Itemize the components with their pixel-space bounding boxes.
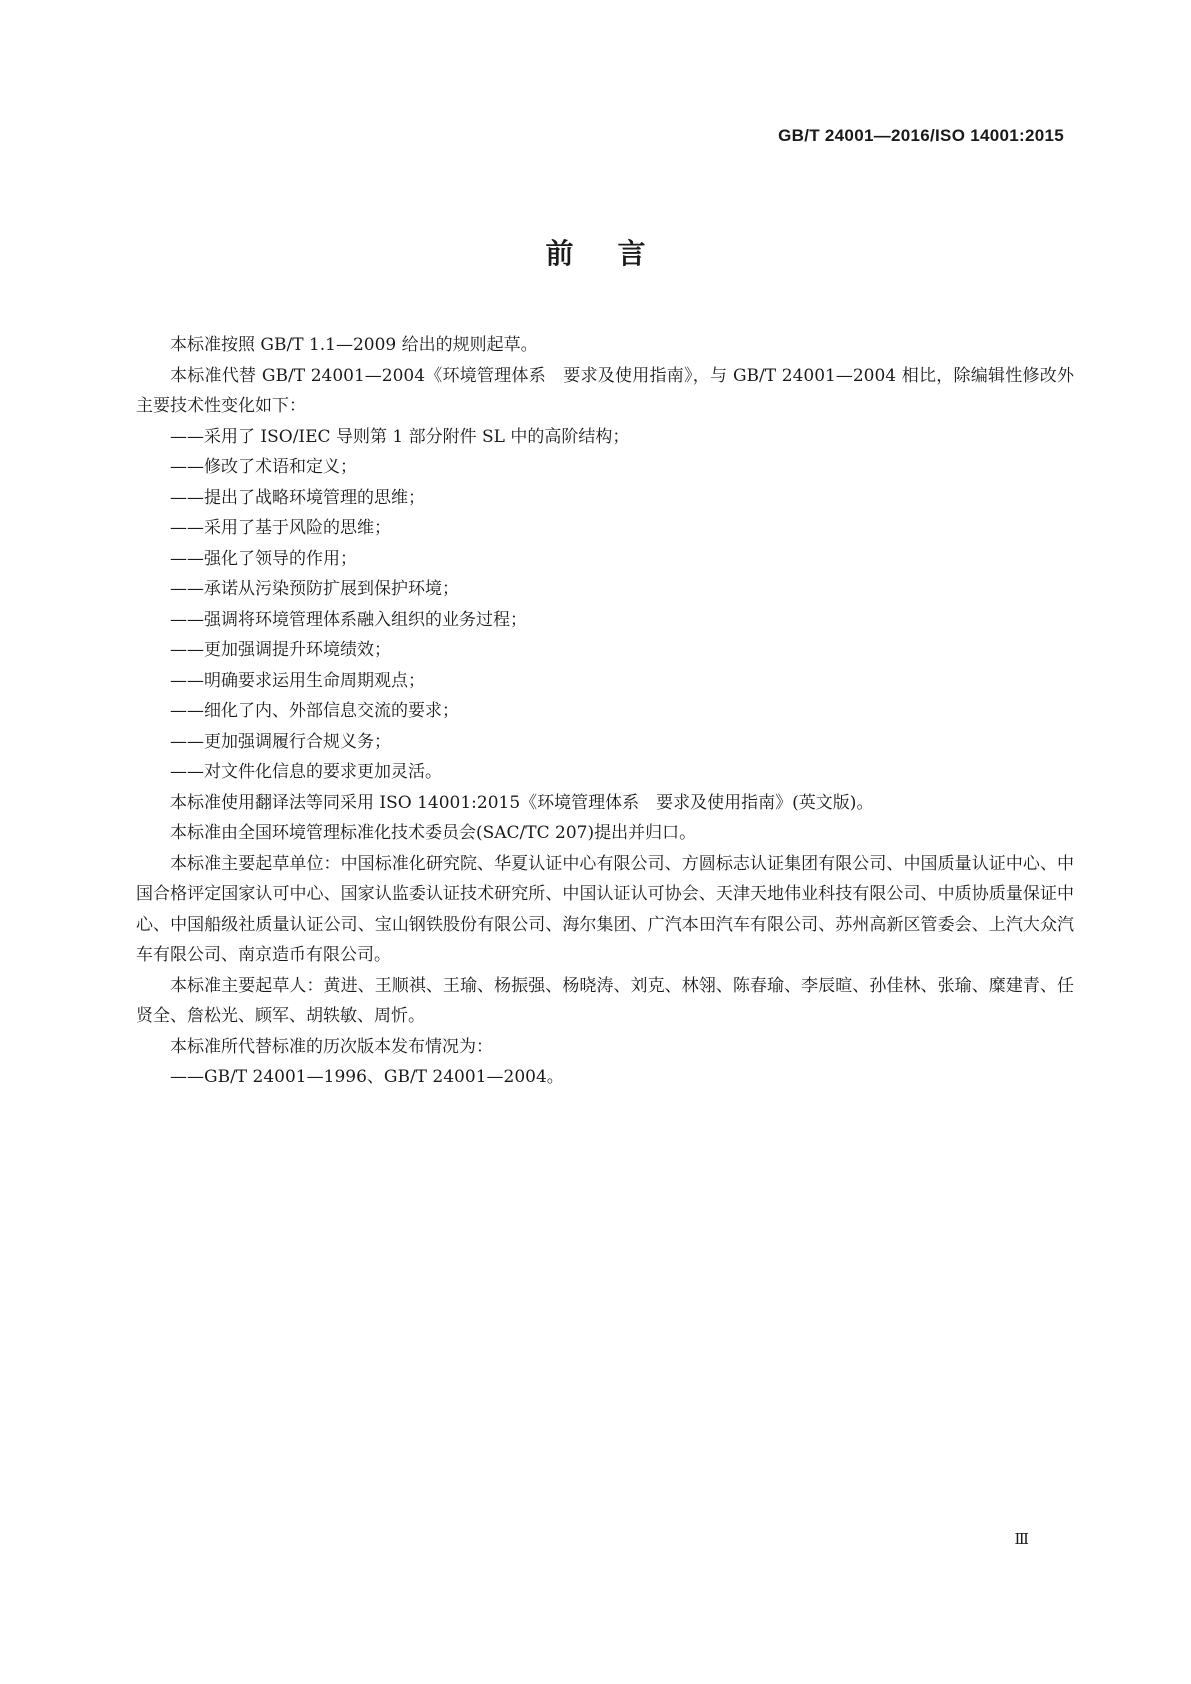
list-item: ——提出了战略环境管理的思维； [170, 487, 425, 508]
list-item: ——采用了基于风险的思维； [170, 518, 391, 538]
list-item: ——更加强调提升环境绩效； [170, 640, 391, 660]
page-number: Ⅲ [1014, 1530, 1029, 1548]
list-item: ——采用了 ISO/IEC 导则第 1 部分附件 SL 中的高阶结构； [170, 426, 630, 447]
list-item: ——强调将环境管理体系融入组织的业务过程； [170, 609, 527, 630]
list-item: ——明确要求运用生命周期观点； [170, 670, 425, 691]
list-item: ——修改了术语和定义； [170, 457, 357, 477]
list-item: ——强化了领导的作用； [170, 548, 357, 569]
list-item: ——承诺从污染预防扩展到保护环境； [170, 579, 459, 599]
paragraph-previous-editions: 本标准所代替标准的历次版本发布情况为： [170, 1036, 493, 1057]
list-item: ——细化了内、外部信息交流的要求； [170, 701, 459, 721]
paragraph-adoption: 本标准使用翻译法等同采用 ISO 14001:2015《环境管理体系 要求及使用指南》(英文版)。 [170, 792, 874, 813]
paragraph-drafters: 本标准主要起草人：黄进、王顺祺、王瑜、杨振强、杨晓涛、刘克、林翎、陈春瑜、李辰暄、孙佳林、张瑜、糜建青、任贤全、詹松光、顾军、胡轶敏、周忻。 [136, 975, 1074, 1026]
paragraph-drafting-rules: 本标准按照 GB/T 1.1—2009 给出的规则起草。 [170, 335, 538, 355]
paragraph-proposer: 本标准由全国环境管理标准化技术委员会(SAC/TC 207)提出并归口。 [170, 823, 697, 843]
list-item: ——GB/T 24001—1996、GB/T 24001—2004。 [170, 1067, 564, 1087]
list-item: ——对文件化信息的要求更加灵活。 [170, 762, 442, 782]
standard-number: GB/T 24001—2016/ISO 14001:2015 [778, 126, 1064, 145]
paragraph-drafting-units: 本标准主要起草单位：中国标准化研究院、华夏认证中心有限公司、方圆标志认证集团有限公司、中国质量认证中心、中国合格评定国家认可中心、国家认监委认证技术研究所、中国认证认可协会、天津天地伟业科技有限公司、中质协质量保证中心、中国船级社质量认证公司、宝山钢铁股份有限公司、海尔集团、广汽本田汽车有限公司、苏州高新区管委会、上汽大众汽车有限公司、南京造币有限公司。 [136, 853, 1074, 965]
list-item: ——更加强调履行合规义务； [170, 731, 391, 752]
changes-list [136, 422, 1074, 788]
paragraph-replacement: 本标准代替 GB/T 24001—2004《环境管理体系 要求及使用指南》，与 GB/T 24001—2004 相比，除编辑性修改外主要技术性变化如下： [136, 365, 1074, 416]
page-title: 前言 [545, 237, 690, 270]
foreword-body [136, 330, 1074, 1093]
